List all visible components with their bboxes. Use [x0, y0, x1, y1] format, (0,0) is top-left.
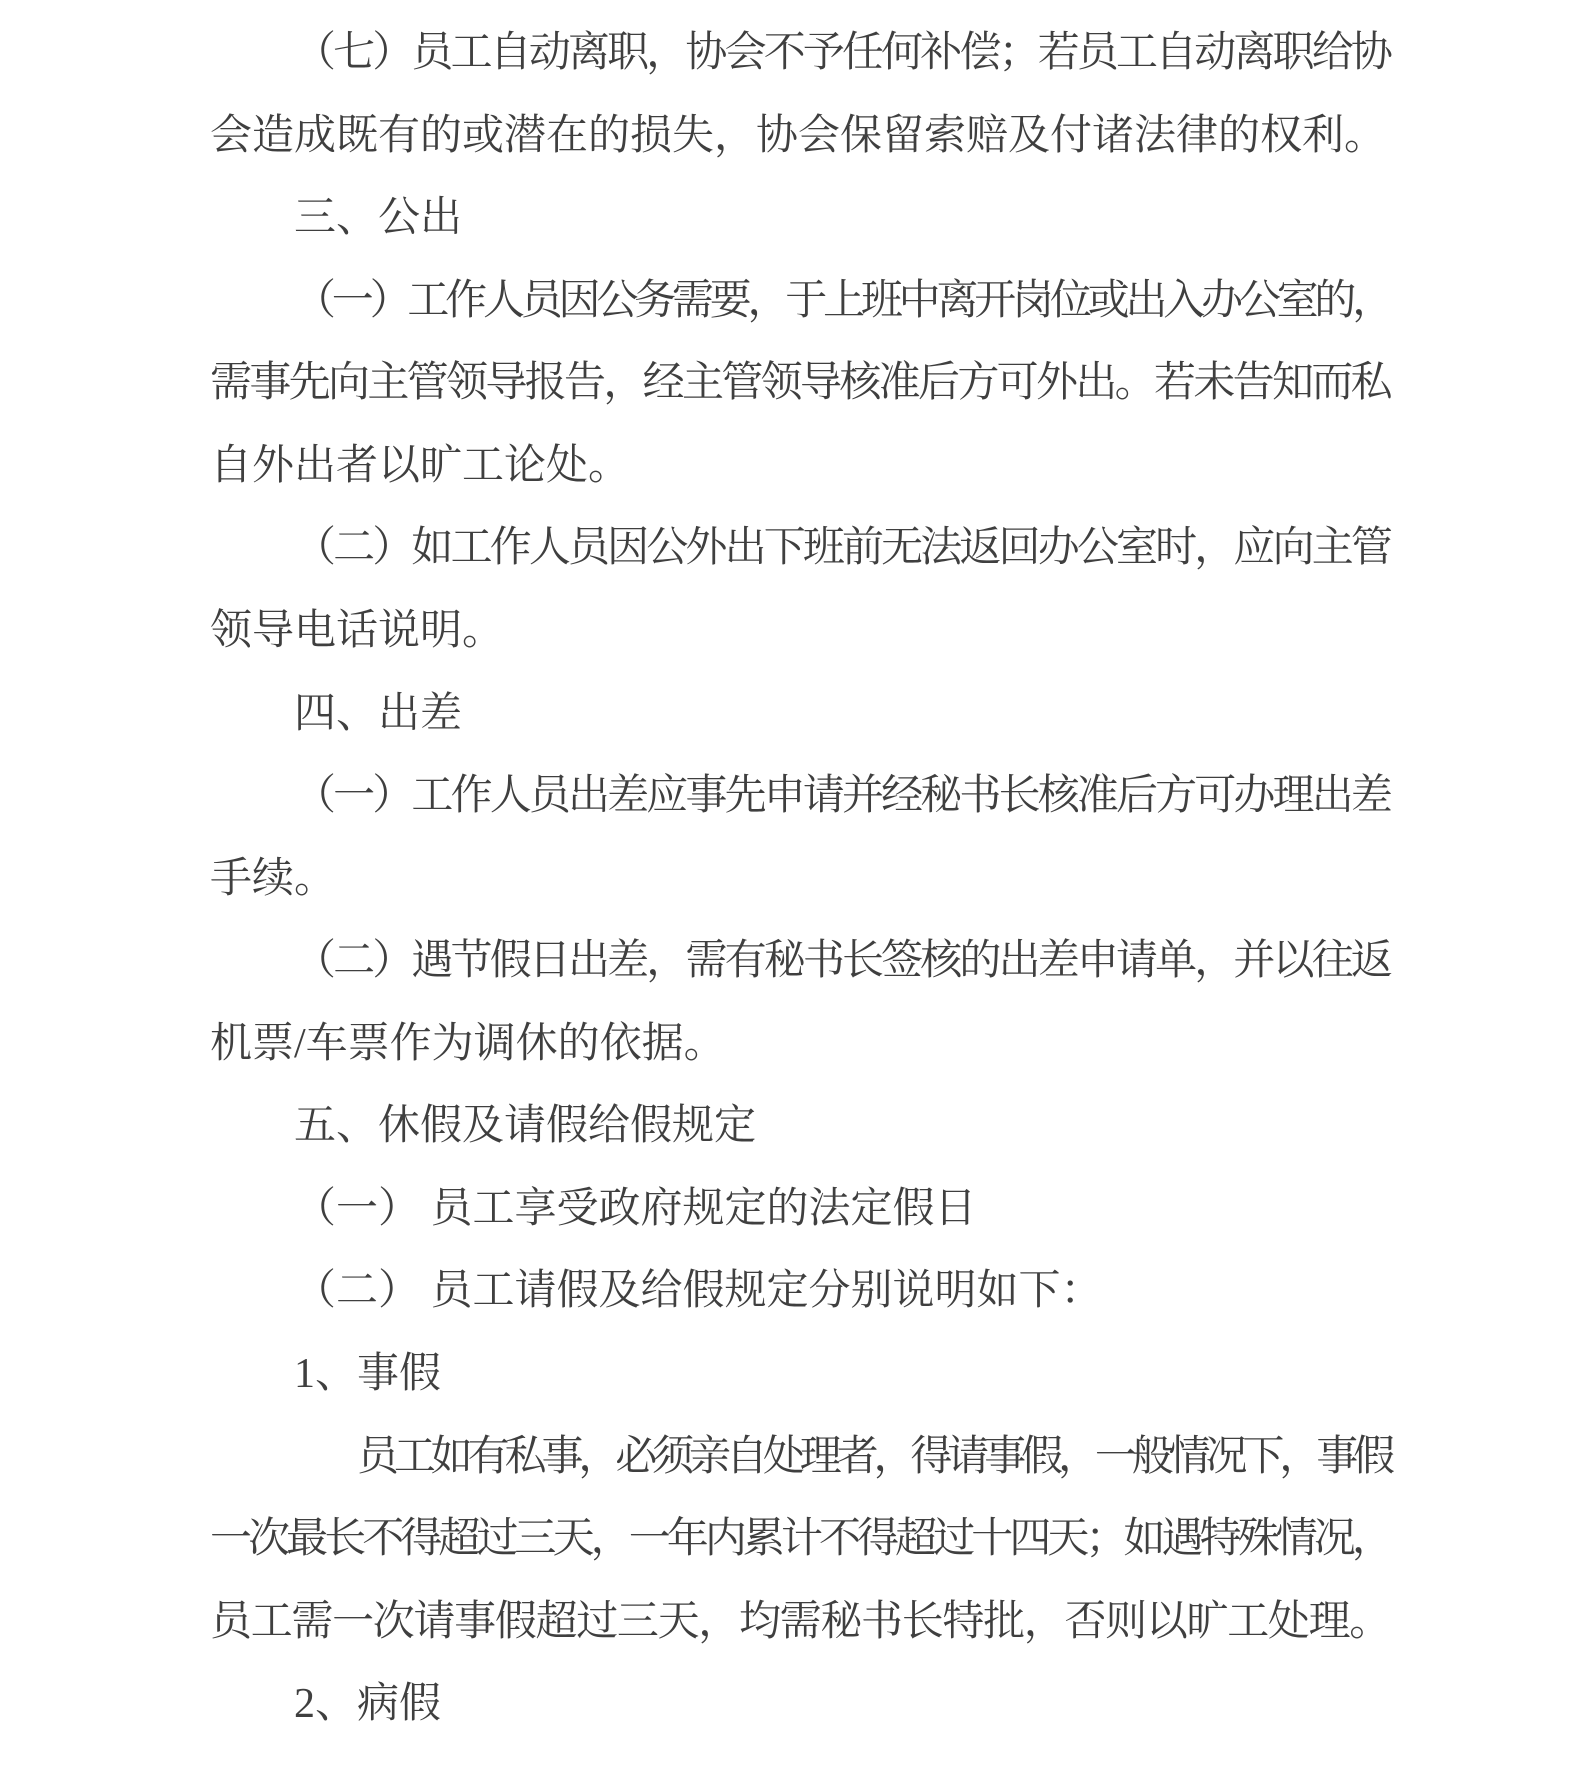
doc-line-text: 2、病假 [294, 1681, 442, 1728]
doc-line [210, 1416, 1390, 1499]
doc-line [210, 95, 1390, 178]
doc-line [210, 177, 1390, 260]
doc-line-text: 员工如有私事，必须亲自处理者，得请事假，一般情况下，事假 [357, 1433, 1390, 1480]
doc-line [210, 1085, 1390, 1168]
doc-line-text: 1、事假 [294, 1351, 442, 1397]
doc-line-text: 一次最长不得超过三天，一年内累计不得超过十四天；如遇特殊情况， [210, 1516, 1390, 1563]
doc-line [210, 590, 1390, 673]
doc-line [210, 1333, 1390, 1416]
doc-line [210, 673, 1390, 756]
doc-line [210, 1003, 1390, 1086]
doc-line-text: 需事先向主管领导报告，经主管领导核准后方可外出。若未告知而私 [210, 360, 1390, 407]
doc-line-text: （二）遇节假日出差，需有秘书长签核的出差申请单，并以往返 [294, 938, 1390, 985]
doc-line-text: 四、出差 [294, 690, 463, 737]
doc-line-text: 员工需一次请事假超过三天，均需秘书长特批，否则以旷工处理。 [210, 1598, 1390, 1645]
doc-line [210, 1663, 1390, 1746]
doc-line-text: （一） 员工享受政府规定的法定假日 [294, 1185, 977, 1232]
doc-line [210, 1498, 1390, 1581]
doc-line-text: 五、休假及请假给假规定 [294, 1103, 757, 1150]
doc-line [210, 1168, 1390, 1251]
doc-line-text: （一）工作人员出差应事先申请并经秘书长核准后方可办理出差 [294, 773, 1390, 820]
doc-line-text: 三、公出 [294, 195, 463, 242]
doc-line [210, 425, 1390, 508]
doc-line-text: 会造成既有的或潜在的损失，协会保留索赔及付诸法律的权利。 [210, 112, 1387, 159]
doc-line [210, 920, 1390, 1003]
doc-line [210, 260, 1390, 343]
doc-line [210, 838, 1390, 921]
doc-line [210, 12, 1390, 95]
doc-line-text: 自外出者以旷工论处。 [210, 442, 631, 489]
doc-line [210, 1581, 1390, 1664]
doc-line-text: 手续。 [210, 855, 337, 902]
doc-line-text: （二）如工作人员因公外出下班前无法返回办公室时，应向主管 [294, 525, 1390, 572]
doc-line-text: （二） 员工请假及给假规定分别说明如下： [294, 1268, 1103, 1315]
doc-line-text: （七）员工自动离职，协会不予任何补偿；若员工自动离职给协 [294, 30, 1390, 76]
doc-line-text: （一）工作人员因公务需要，于上班中离开岗位或出入办公室的， [294, 277, 1390, 324]
doc-line [210, 755, 1390, 838]
doc-line-text: 领导电话说明。 [210, 607, 505, 654]
doc-line [210, 342, 1390, 425]
doc-line-text: 机票/车票作为调休的依据。 [210, 1020, 726, 1067]
doc-line [210, 507, 1390, 590]
doc-line [210, 1250, 1390, 1333]
